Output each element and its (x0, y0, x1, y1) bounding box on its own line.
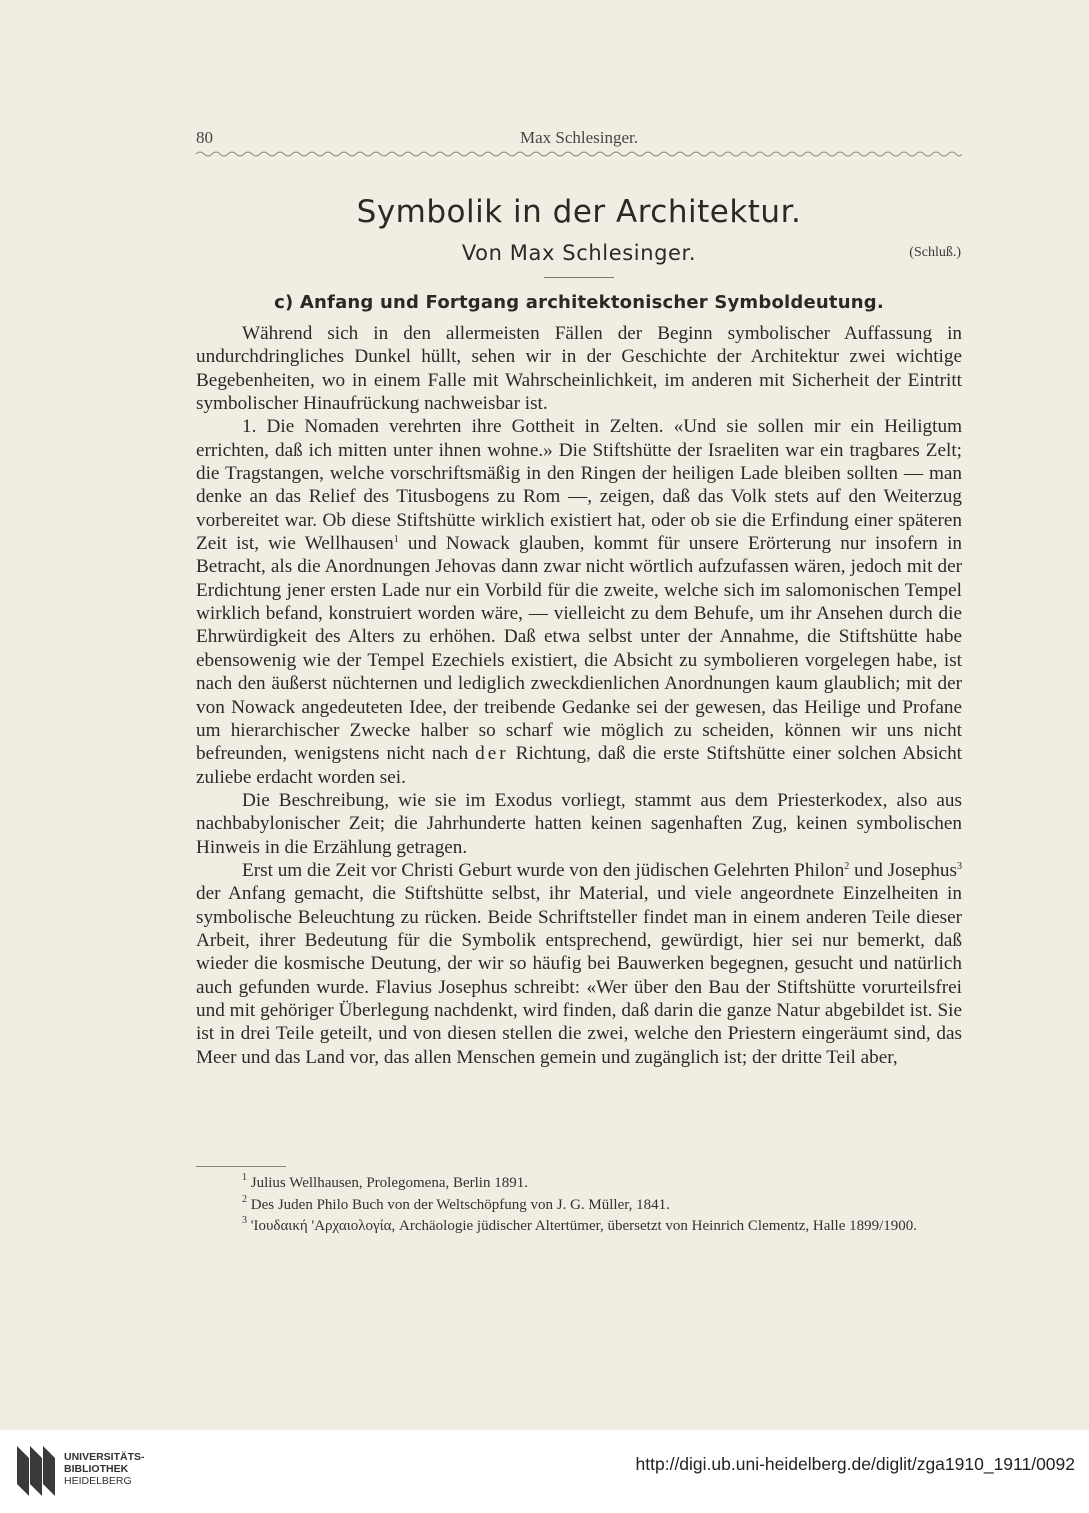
footnote-text: Julius Wellhausen, Prolegomena, Berlin 1891. (250, 1175, 528, 1191)
footnotes (196, 1173, 962, 1238)
wavy-rule (196, 150, 962, 158)
title-divider (544, 277, 614, 278)
page-number: 80 (196, 128, 213, 147)
footnote-ref-1: 1 (393, 534, 399, 546)
library-logo-icon (14, 1444, 58, 1498)
footnote-number: 1 (242, 1172, 247, 1183)
paragraph-2 (196, 415, 962, 789)
paragraph-4-text-a: Erst um die Zeit vor Christi Geburt wurde von den jüdischen Gelehrten Philon (242, 859, 845, 881)
library-name-line-2: BIBLIOTHEK (64, 1463, 129, 1475)
footnote (196, 1216, 962, 1238)
paragraph-2-text-c: Richtung, daß die erste Stiftshütte einer solchen Absicht zuliebe erdacht worden sei. (196, 743, 962, 788)
emphasis-der: der (475, 743, 509, 765)
paragraph-1 (196, 322, 962, 415)
author-line: Von Max Schlesinger. (461, 241, 697, 265)
footnote (196, 1195, 962, 1217)
footnote-text: Des Juden Philo Buch von der Weltschöpfung von J. G. Müller, 1841. (250, 1196, 670, 1213)
continuation-note: (Schluß.) (909, 245, 961, 260)
library-name-line-1: UNIVERSITÄTS- (64, 1451, 145, 1463)
paragraph-4 (196, 859, 962, 1069)
paragraph-3 (196, 789, 962, 859)
paragraph-3-text: Die Beschreibung, wie sie im Exodus vorliegt, stammt aus dem Priesterkodex, also aus nachbabylonischer Zeit; die Jahrhunderte hatten keinen sagenhaften Zug, keinen symbolischen Hinweis in die Erzählung getragen. (196, 789, 962, 858)
paragraph-2-text-b: und Nowack glauben, kommt für unsere Erörterung nur insofern in Betracht, als die Anordnungen Jehovas dann zwar nicht wörtlich aufzufassen wären, jedoch mit der Erdichtung jener ersten Lade nur ein Vorbild für die zweite, welche sich im salomonischen Tempel wirklich befand, konstruiert worden wäre, — vielleicht zu dem Behufe, um ihr Ansehen durch die Ehrwürdigkeit des Alters zu erhöhen. Daß etwa selbst unter der Annahme, die Stiftshütte habe ebensowenig wie der Tempel Ezechiels existiert, die Absicht zu symbolieren vorgelegen habe, ist nach den äußerst nüchternen und lediglich zweckdienlichen Anordnungen kaum glaublich; mit der von Nowack angedeuteten Idee, der treibende Gedanke sei der gewesen, das Heilige und Profane um hierarchischer Zwecke halber so scharf wie möglich zu scheiden, können wir uns nicht befreunden, wenigstens nicht nach (196, 533, 962, 765)
library-name (64, 1451, 145, 1487)
article-body (196, 322, 962, 1069)
footnote-ref-2: 2 (844, 860, 850, 872)
article-title: Symbolik in der Architektur. (356, 194, 802, 230)
footnote (196, 1173, 962, 1195)
section-heading: c) Anfang und Fortgang architektonischer Symboldeutung. (274, 292, 884, 313)
paragraph-2-text-a: 1. Die Nomaden verehrten ihre Gottheit in Zelten. «Und sie sollen mir ein Heiligtum errichten, daß ich mitten unter ihnen wohne.» Die Stiftshütte der Israeliten war ein tragbares Zelt; die Tragstangen, welche vorschriftsmäßig in den Ringen der heiligen Lade bleiben sollten — man denke an das Relief des Titusbogens zu Rom —, zeigen, daß das Volk stets auf den Weiterzug vorbereitet war. Ob diese Stiftshütte wirklich existiert hat, oder ob sie die Erfindung einer späteren Zeit ist, wie Wellhausen (196, 416, 962, 555)
source-url-link[interactable]: http://digi.ub.uni-heidelberg.de/diglit/zga1910_1911/0092 (635, 1454, 1075, 1474)
paragraph-4-text-b: und Josephus (849, 859, 957, 881)
footnote-number: 3 (242, 1215, 247, 1226)
running-header-author: Max Schlesinger. (519, 128, 639, 147)
paragraph-1-text: Während sich in den allermeisten Fällen der Beginn symbolischer Auffassung in undurchdringliches Dunkel hüllt, sehen wir in der Geschichte der Architektur zwei wichtige Begebenheiten, wo in einem Falle mit Wahrscheinlichkeit, im anderen mit Sicherheit der Eintritt symbolischer Hinaufrückung nachweisbar ist. (196, 323, 962, 415)
library-name-line-3: HEIDELBERG (64, 1475, 132, 1487)
footnote-text: 'Ιουδαική 'Αρχαιολογία, Archäologie jüdischer Altertümer, übersetzt von Heinrich Clementz, Halle 1899/1900. (250, 1218, 918, 1234)
footnote-divider (196, 1166, 286, 1167)
running-head (196, 128, 962, 152)
library-footer-bar (0, 1430, 1089, 1513)
footnote-ref-3: 3 (957, 860, 962, 872)
paragraph-4-text-c: der Anfang gemacht, die Stiftshütte selbst, ihr Material, und viele angeordnete Einzelheiten in symbolische Beleuchtung zu rücken. Beide Schriftsteller findet man in einem anderen Teile dieser Arbeit, ihrer Bedeutung für die Symbolik entsprechend, gewürdigt, hier sei nur bemerkt, daß wieder die kosmische Deutung, der wir so häufig bei Bauwerken begegnen, gesucht und natürlich auch gefunden wurde. Flavius Josephus schreibt: «Wer über den Bau der Stiftshütte vorurteilsfrei und mit gehöriger Überlegung nachdenkt, wird finden, daß darin die ganze Natur abgebildet ist. Sie ist in drei Teile geteilt, und von diesen stellen die zwei, welche den Priestern eingeräumt sind, das Meer und das Land vor, das allen Menschen gemein und zugänglich ist; der dritte Teil aber, (196, 883, 962, 1068)
footnote-number: 2 (242, 1193, 247, 1205)
